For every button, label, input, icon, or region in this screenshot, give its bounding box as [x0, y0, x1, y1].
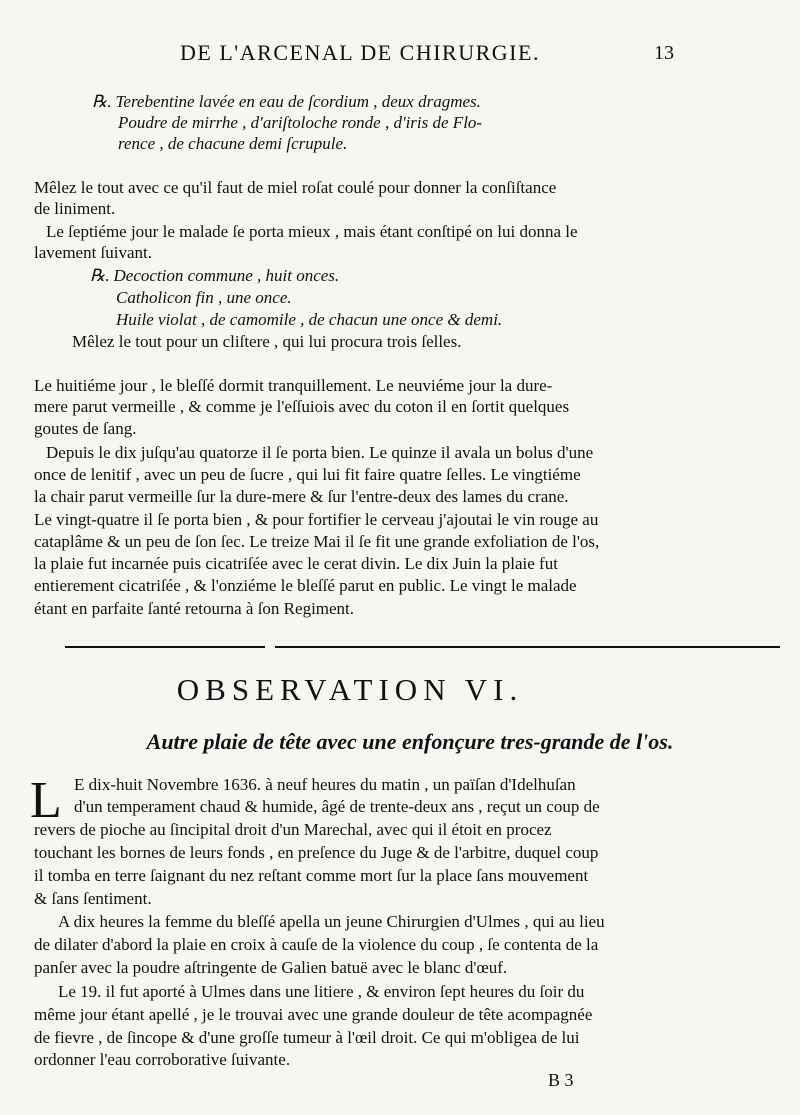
- text-line: la plaie fut incarnée puis cicatriſée avec le cerat divin. Le dix Juin la plaie fut: [34, 554, 558, 573]
- text-line: entierement cicatriſée , & l'onziéme le bleſſé parut en public. Le vingt le malade: [34, 576, 577, 595]
- observation-title: OBSERVATION VI.: [176, 672, 524, 707]
- drop-cap: L: [30, 772, 62, 829]
- text-line: Mêlez le tout avec ce qu'il faut de miel roſat coulé pour donner la conſiſtance: [34, 178, 557, 197]
- text-line: goutes de ſang.: [34, 419, 137, 438]
- text-line: même jour étant apellé , je le trouvai avec une grande douleur de tête acompagnée: [34, 1005, 593, 1024]
- text-line: de dilater d'abord la plaie en croix à cauſe de la violence du coup , ſe contenta de la: [34, 935, 599, 954]
- text-line: once de lenitif , avec un peu de ſucre , qui lui fit faire quatre ſelles. Le vingtiéme: [34, 465, 581, 484]
- running-header: DE L'ARCENAL DE CHIRURGIE.: [180, 40, 540, 65]
- page-number: 13: [654, 42, 674, 64]
- text-line: la chair parut vermeille ſur la dure-mere & ſur l'entre-deux des lames du crane.: [34, 487, 569, 506]
- text-line: étant en parfaite ſanté retourna à ſon Regiment.: [34, 599, 355, 618]
- text-line: Le huitiéme jour , le bleſſé dormit tranquillement. Le neuviéme jour la dure-: [34, 376, 553, 395]
- text-line: revers de pioche au ſincipital droit d'un Marechal, avec qui il étoit en procez: [34, 820, 552, 839]
- recipe-symbol: ℞.: [92, 92, 112, 111]
- recipe-line: Catholicon fin , une once.: [116, 288, 292, 307]
- text-line: panſer avec la poudre aſtringente de Galien batuë avec le blanc d'œuf.: [34, 958, 508, 977]
- recipe-line: Huile violat , de camomile , de chacun une once & demi.: [116, 310, 503, 329]
- recipe-line: ℞. Terebentine lavée en eau de ſcordium , deux dragmes.: [92, 92, 481, 111]
- text-line: il tomba en terre ſaignant du nez reſtant comme mort ſur la place ſans mouvement: [34, 866, 589, 885]
- recipe-line: Poudre de mirrhe , d'ariſtoloche ronde , d'iris de Flo-: [118, 113, 483, 132]
- text-line: lavement ſuivant.: [34, 243, 153, 262]
- text-line: d'un temperament chaud & humide, âgé de trente-deux ans , reçut un coup de: [74, 797, 600, 816]
- text-line: Le vingt-quatre il ſe porta bien , & pour fortifier le cerveau j'ajoutai le vin rouge au: [34, 510, 599, 529]
- text-line: de liniment.: [34, 199, 116, 218]
- text-line: ordonner l'eau corroborative ſuivante.: [34, 1050, 291, 1069]
- text-line: de fievre , de ſincope & d'une groſſe tumeur à l'œil droit. Ce qui m'obligea de lui: [34, 1028, 580, 1047]
- text-line: Depuis le dix juſqu'au quatorze il ſe porta bien. Le quinze il avala un bolus d'une: [46, 443, 594, 462]
- recipe-line: ℞. Decoction commune , huit onces.: [90, 266, 340, 285]
- text-line: & ſans ſentiment.: [34, 889, 152, 908]
- signature-mark: B 3: [548, 1070, 574, 1090]
- ornamental-rule: [65, 646, 265, 648]
- ornamental-rule: [275, 646, 780, 648]
- recipe-symbol: ℞.: [90, 266, 110, 285]
- recipe-line: rence , de chacune demi ſcrupule.: [118, 134, 348, 153]
- text-line: cataplâme & un peu de ſon ſec. Le treize Mai il ſe fit une grande exfoliation de l'os,: [34, 532, 600, 551]
- text-line: E dix-huit Novembre 1636. à neuf heures du matin , un païſan d'Idelhuſan: [74, 775, 576, 794]
- text-line: mere parut vermeille , & comme je l'eſſuiois avec du coton il en ſortit quelques: [34, 397, 570, 416]
- text-line: Le ſeptiéme jour le malade ſe porta mieux , mais étant conſtipé on lui donna le: [46, 222, 578, 241]
- text-line: Le 19. il fut aporté à Ulmes dans une litiere , & environ ſept heures du ſoir du: [58, 982, 585, 1001]
- text-line: Mêlez le tout pour un cliſtere , qui lui procura trois ſelles.: [72, 332, 462, 351]
- observation-subtitle: Autre plaie de tête avec une enfonçure tres-grande de l'os.: [146, 729, 674, 754]
- text-line: A dix heures la femme du bleſſé apella un jeune Chirurgien d'Ulmes , qui au lieu: [58, 912, 605, 931]
- text-line: touchant les bornes de leurs fonds , en preſence du Juge & de l'arbitre, duquel coup: [34, 843, 599, 862]
